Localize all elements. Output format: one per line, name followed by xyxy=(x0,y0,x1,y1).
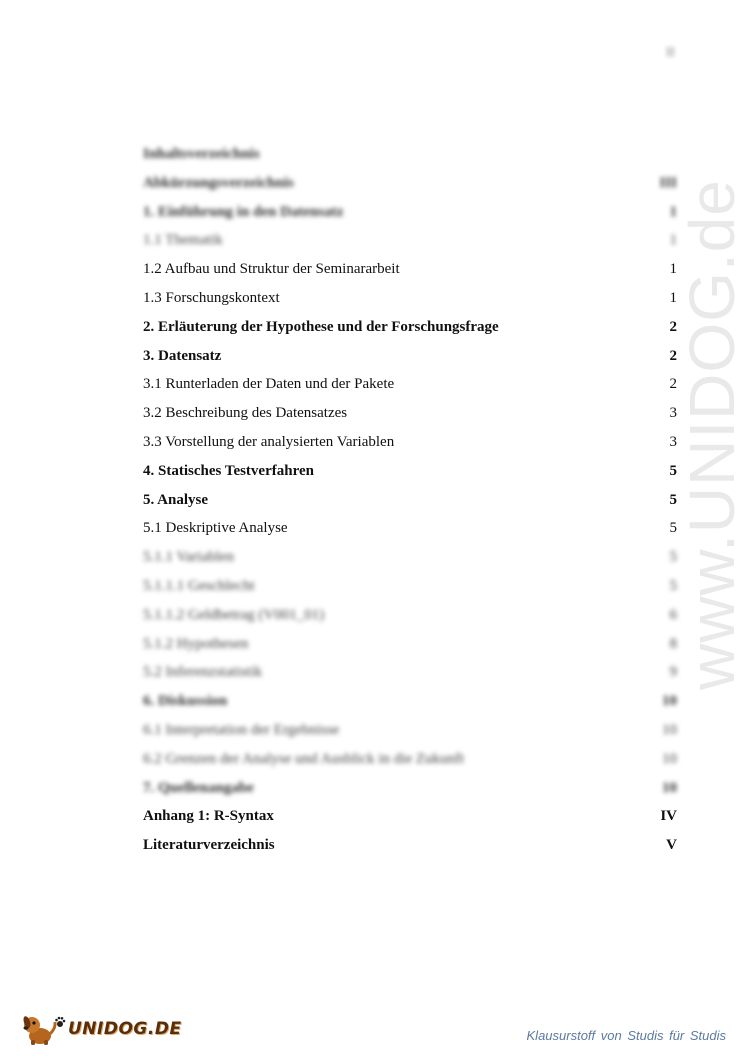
toc-entry-title: 1. Einführung in den Datensatz xyxy=(143,203,344,220)
toc-row[interactable] xyxy=(143,687,681,716)
toc-row[interactable] xyxy=(143,457,681,486)
toc-row[interactable] xyxy=(143,802,681,831)
toc-row[interactable] xyxy=(143,169,681,198)
toc-row[interactable] xyxy=(143,428,681,457)
toc-page-number: 1 xyxy=(669,203,677,220)
toc-row[interactable] xyxy=(143,342,681,371)
footer xyxy=(0,1010,750,1050)
logo-text: UNIDOG.DE xyxy=(68,1019,182,1039)
paw-icon xyxy=(54,1016,66,1028)
toc-entry-title: 1.2 Aufbau und Struktur der Seminararbeit xyxy=(143,261,400,278)
toc-entry-title: 5.1.2 Hypothesen xyxy=(143,635,249,652)
toc-row[interactable] xyxy=(143,572,681,601)
toc-row[interactable] xyxy=(143,601,681,630)
toc-page-number: 9 xyxy=(669,664,677,681)
toc-page-number: 5 xyxy=(669,520,677,537)
toc-page-number: 10 xyxy=(662,721,677,738)
toc-entry-title: 3. Datensatz xyxy=(143,347,222,364)
toc-page-number: 5 xyxy=(669,491,677,508)
toc-row[interactable] xyxy=(143,198,681,227)
toc-entry-title: 3.2 Beschreibung des Datensatzes xyxy=(143,405,348,422)
toc-entry-title: Abkürzungsverzeichnis xyxy=(143,174,294,191)
toc-page-number: 3 xyxy=(669,433,677,450)
toc-entry-title: 5.1.1 Variablen xyxy=(143,549,234,566)
toc-row[interactable] xyxy=(143,630,681,659)
page-number: II xyxy=(666,44,675,59)
toc-page-number: V xyxy=(666,837,677,854)
toc-page-number: 3 xyxy=(669,405,677,422)
toc-page-number: 10 xyxy=(662,693,677,710)
toc-entry-title: 5.1 Deskriptive Analyse xyxy=(143,520,288,537)
toc-page-number: IV xyxy=(660,808,677,825)
toc-row[interactable] xyxy=(143,486,681,515)
toc-row[interactable] xyxy=(143,370,681,399)
toc-entry-title: 5.1.1.1 Geschlecht xyxy=(143,577,255,594)
toc-entry-title: 4. Statisches Testverfahren xyxy=(143,462,314,479)
toc-page-number: 6 xyxy=(669,606,677,623)
toc-page-number: 1 xyxy=(669,261,677,278)
toc-row[interactable] xyxy=(143,716,681,745)
toc-row[interactable] xyxy=(143,226,681,255)
toc-page-number: 5 xyxy=(669,549,677,566)
watermark: www.UNIDOG.de xyxy=(676,179,748,690)
toc-entry-title: Anhang 1: R-Syntax xyxy=(143,808,274,825)
toc-page-number: 10 xyxy=(662,779,677,796)
toc-entry-title: 5.1.1.2 Geldbetrag (V001_01) xyxy=(143,606,325,623)
toc-entry-title: 6.2 Grenzen der Analyse und Ausblick in die Zukunft xyxy=(143,750,465,767)
toc-page-number: 10 xyxy=(662,750,677,767)
toc-page-number: 2 xyxy=(669,347,677,364)
toc-entry-title: 5.2 Inferenzstatistik xyxy=(143,664,263,681)
table-of-contents xyxy=(143,140,681,860)
unidog-logo[interactable] xyxy=(22,1012,182,1046)
toc-page-number: 8 xyxy=(669,635,677,652)
toc-entry-title: 7. Quellenangabe xyxy=(143,779,254,796)
toc-row[interactable] xyxy=(143,140,681,169)
toc-row[interactable] xyxy=(143,543,681,572)
toc-page-number: 5 xyxy=(669,462,677,479)
toc-entry-title: 3.3 Vorstellung der analysierten Variablen xyxy=(143,433,395,450)
toc-page-number: 1 xyxy=(669,232,677,249)
toc-entry-title: 2. Erläuterung der Hypothese und der Forschungsfrage xyxy=(143,318,499,335)
toc-row[interactable] xyxy=(143,313,681,342)
toc-page-number: 1 xyxy=(669,289,677,306)
toc-row[interactable] xyxy=(143,658,681,687)
toc-entry-title: 1.1 Thematik xyxy=(143,232,223,249)
toc-page-number: 2 xyxy=(669,376,677,393)
toc-page-number: III xyxy=(659,174,677,191)
toc-page-number: 2 xyxy=(669,318,677,335)
toc-row[interactable] xyxy=(143,255,681,284)
toc-row[interactable] xyxy=(143,774,681,803)
toc-entry-title: 6.1 Interpretation der Ergebnisse xyxy=(143,721,340,738)
toc-row[interactable] xyxy=(143,745,681,774)
toc-page-number: 5 xyxy=(669,577,677,594)
toc-row[interactable] xyxy=(143,399,681,428)
toc-row[interactable] xyxy=(143,831,681,860)
toc-row[interactable] xyxy=(143,284,681,313)
toc-entry-title: 1.3 Forschungskontext xyxy=(143,289,280,306)
toc-entry-title: Inhaltsverzeichnis xyxy=(143,146,260,162)
dog-mascot-icon xyxy=(22,1012,58,1046)
toc-entry-title: 6. Diskussion xyxy=(143,693,228,710)
tagline: Klausurstoff von Studis für Studis xyxy=(526,1028,726,1043)
toc-entry-title: 5. Analyse xyxy=(143,491,209,508)
toc-entry-title: Literaturverzeichnis xyxy=(143,837,275,854)
toc-row[interactable] xyxy=(143,514,681,543)
toc-entry-title: 3.1 Runterladen der Daten und der Pakete xyxy=(143,376,395,393)
